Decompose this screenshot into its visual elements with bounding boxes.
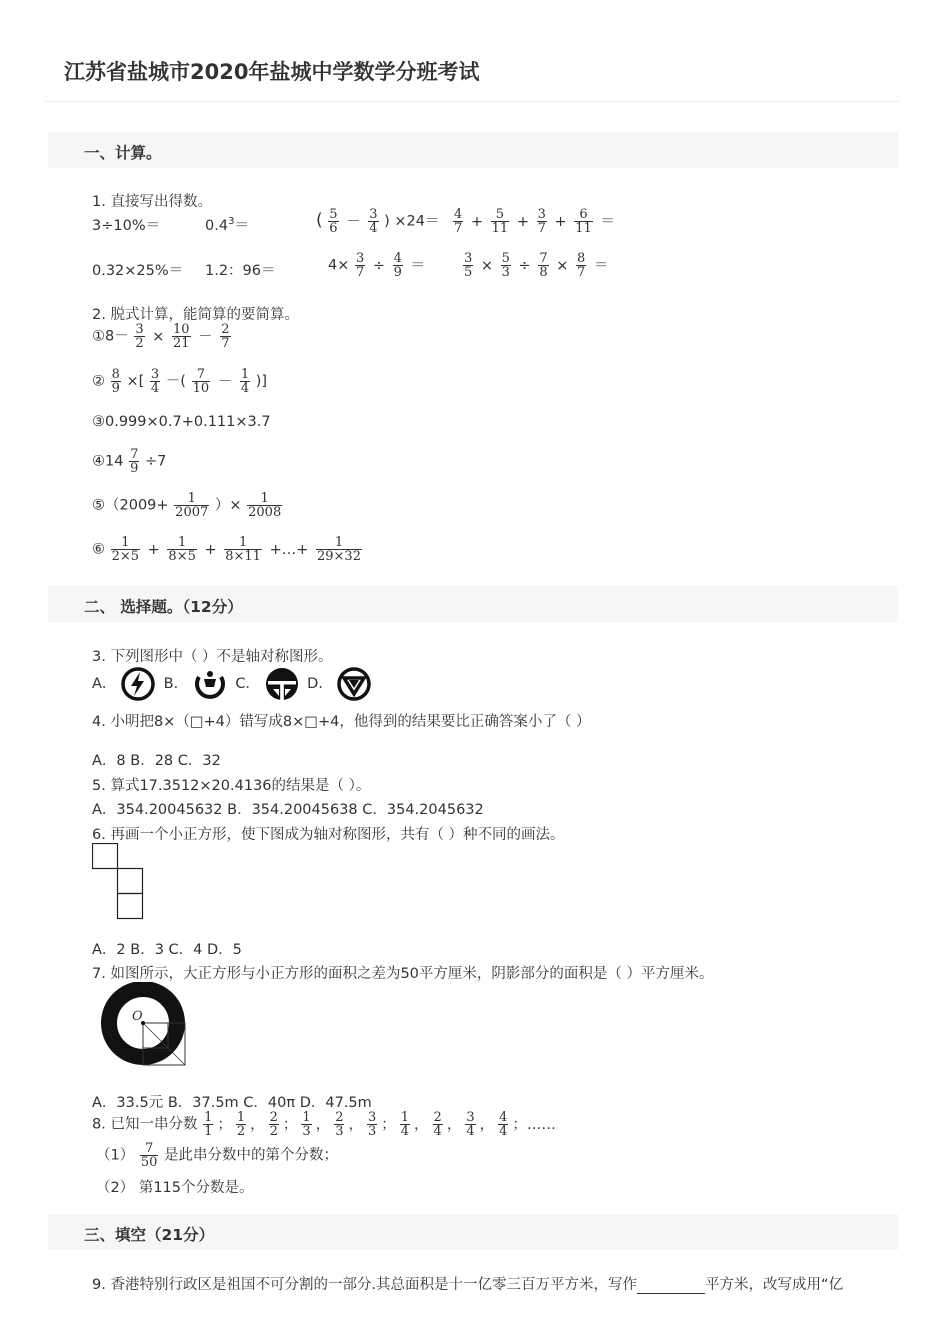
q1-d: $\frac{4}{7}$ + $\frac{5}{11}$ + $\frac{3}{7}$ + $\frac{6}{11}$ ＝ (454, 207, 615, 236)
q8-part-1: （1） $\frac{7}{50}$ 是此串分数中的第个分数； (96, 1141, 338, 1170)
q6-title: 6. 再画一个小正方形，使下图成为轴对称图形，共有（ ）种不同的画法。 (92, 827, 565, 843)
sequence-fraction: $\frac{1}{1}$ (204, 1110, 213, 1139)
q1-h: $\frac{3}{5}$ × $\frac{5}{3}$ ÷ $\frac{7}{8}$ × $\frac{8}{7}$ ＝ (464, 251, 609, 280)
q4-options: A．8 B．28 C．32 (92, 753, 221, 769)
section-header-fill (48, 1214, 898, 1250)
sequence-separator: ， (250, 1116, 265, 1133)
sequence-fraction: $\frac{1}{4}$ (400, 1110, 410, 1139)
sequence-fraction: $\frac{1}{2}$ (236, 1110, 246, 1139)
answer-blank[interactable] (637, 1279, 705, 1294)
q2-expr-1: ①8－ $\frac{3}{2}$ × $\frac{10}{21}$ － $\frac{2}{7}$ (92, 322, 230, 351)
lightning-circle-icon (121, 667, 155, 701)
q2-expr-5: ⑤（2009+ $\frac{1}{2007}$ ）× $\frac{1}{2008}$ (92, 491, 282, 520)
sequence-fraction: $\frac{1}{3}$ (302, 1110, 311, 1139)
sequence-separator: ， (479, 1116, 495, 1133)
q1-b: $0.4^3=$ (205, 216, 249, 234)
q7-ring-figure (100, 982, 190, 1068)
q1-e: 0.32×25%＝ (92, 263, 184, 279)
section-header-calculation (48, 132, 898, 168)
section-title: 一、计算。 (84, 144, 162, 162)
q2-expr-6: ⑥ $\frac{1}{2\times 5}$ + $\frac{1}{8\times 5}$ + $\frac{1}{8\times 11}$ +…+ $\frac{1}{29\times 32}$ (92, 535, 361, 564)
fraction: $\frac{5}{6}$ (329, 207, 338, 236)
q5-options: A．354.20045632 B．354.20045638 C．354.2045632 (92, 802, 484, 818)
q1-a: 3÷10%＝ (92, 218, 161, 234)
fraction: $\frac{3}{4}$ (369, 207, 378, 236)
q1-title: 1. 直接写出得数。 (92, 194, 212, 210)
sequence-separator: ； (217, 1116, 232, 1133)
sequence-separator: ； (282, 1116, 298, 1133)
umbrella-circle-icon (265, 667, 299, 701)
q9-text: 9. 香港特别行政区是祖国不可分割的一部分.其总面积是十一亿零三百万平方米，写作 平方米，改写成用“亿 (92, 1277, 844, 1293)
sequence-separator: ， (446, 1116, 462, 1133)
sequence-fraction: $\frac{2}{2}$ (269, 1110, 278, 1139)
q2-expr-2: ② $\frac{8}{9}$ ×[ $\frac{3}{4}$ －( $\frac{7}{10}$ － $\frac{1}{4}$ )] (92, 367, 268, 396)
q7-options: A．33.5元 B．37.5m C．40π D．47.5m (92, 1095, 372, 1111)
q6-squares-figure (92, 843, 146, 921)
q2-title: 2. 脱式计算，能简算的要简算。 (92, 307, 299, 323)
sequence-separator: ；…… (512, 1116, 556, 1133)
section-title: 三、填空（21分） (84, 1226, 215, 1244)
sequence-fraction: $\frac{2}{3}$ (335, 1110, 344, 1139)
q8-sequence: 8. 已知一串分数 $\frac{1}{1}$ ； $\frac{1}{2}$ ， $\frac{2}{2}$ ； $\frac{1}{3}$ ， $\frac{2}{3}$ ， $\frac{3}{3}$ ； $\frac{1}{4}$ ， $\frac{2}{4}$ ， $\frac{3}{4}$ ， $\frac{4}{4}$ ；…… (92, 1111, 559, 1138)
sequence-separator: ， (414, 1116, 429, 1133)
q2-expr-4: ④14 $\frac{7}{9}$ ÷7 (92, 447, 167, 476)
sequence-fraction: $\frac{3}{4}$ (466, 1110, 475, 1139)
q1-f: 1.2：96＝ (205, 263, 276, 279)
q1-g: 4× $\frac{3}{7}$ ÷ $\frac{4}{9}$ ＝ (328, 251, 426, 280)
section-header-choice (48, 586, 898, 622)
sequence-separator: ； (381, 1116, 396, 1133)
badge-circle-icon (337, 667, 371, 701)
q4-title: 4. 小明把8×（□+4）错写成8×□+4，他得到的结果要比正确答案小了（ ） (92, 714, 591, 730)
q2-expr-3: ③0.999×0.7+0.111×3.7 (92, 414, 271, 430)
q3-options: A． B． C． D． (92, 667, 371, 701)
sequence-fraction: $\frac{3}{3}$ (367, 1110, 377, 1139)
sequence-fraction: $\frac{4}{4}$ (499, 1110, 508, 1139)
section-title: 二、 选择题。（12分） (84, 598, 243, 616)
q7-title: 7. 如图所示，大正方形与小正方形的面积之差为50平方厘米，阴影部分的面积是（ ）平方厘米。 (92, 966, 714, 982)
q5-title: 5. 算式17.3512×20.4136的结果是（ ）。 (92, 778, 371, 794)
sequence-separator: ， (315, 1116, 331, 1133)
q1-c: ( $\frac{5}{6}$ － $\frac{3}{4}$ ) ×24＝ (316, 207, 440, 236)
page-title: 江苏省盐城市2020年盐城中学数学分班考试 (64, 60, 480, 84)
q6-options: A．2 B．3 C．4 D．5 (92, 942, 242, 958)
q7-center-label: O (132, 1009, 143, 1024)
pot-circle-icon (193, 667, 227, 701)
sequence-separator: ， (348, 1116, 363, 1133)
q8-part-2: （2） 第115个分数是。 (96, 1180, 254, 1196)
q3-title: 3. 下列图形中（ ）不是轴对称图形。 (92, 649, 333, 665)
sequence-fraction: $\frac{2}{4}$ (433, 1110, 442, 1139)
title-divider (45, 101, 899, 102)
